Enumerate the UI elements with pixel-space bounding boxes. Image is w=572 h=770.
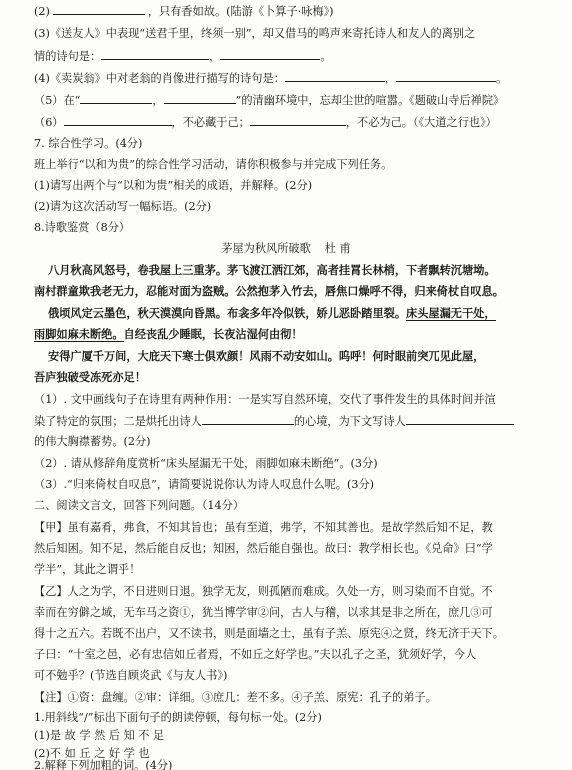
poem-heading <box>34 241 538 256</box>
q7-task-2: (2)请为这次活动写一幅标语。(2分) <box>34 200 212 213</box>
q3-sep: ， <box>209 50 221 63</box>
q5-sep: ， <box>152 94 164 107</box>
q5-line <box>34 92 538 108</box>
q4-line <box>34 70 538 86</box>
poem-author: 杜 甫 <box>324 242 351 255</box>
question-1-sentence-1: (1)是 故 学 然 后 知 不 足 <box>34 729 165 742</box>
q5-text: （5）在“ <box>34 94 81 107</box>
q8-heading: 8.诗歌鉴赏（8分） <box>34 221 131 234</box>
poem-line-6: 吾庐独破受冻死亦足！ <box>34 370 146 384</box>
passage-jia: 【甲】虽有嘉肴，弗食，不知其旨也；虽有至道，弗学，不知其善也。是故学然后知不足，教 <box>34 521 493 534</box>
answer-blank[interactable] <box>101 48 209 60</box>
poem-line-3 <box>48 306 538 321</box>
passage-yi: 【乙】人之为学，不日进则日退。独学无友，则孤陋而难成。久处一方，则习染而不自觉。不 <box>34 585 493 598</box>
q4-text: (4)《卖炭翁》中对老翁的肖像进行描写的诗句是： <box>34 72 285 85</box>
passage-yi: 子曰：“十室之邑，必有忠信如丘者焉，不如丘之好学也。”夫以孔子之圣，犹须好学，今人 <box>34 648 477 661</box>
passage-yi: 可不勉乎？(节选自顾炎武《与友人书》) <box>34 669 228 682</box>
answer-blank[interactable] <box>164 92 236 104</box>
poem-underlined-text: 床头屋漏无干处， <box>406 306 496 320</box>
q4-end: 。 <box>496 72 508 85</box>
q6-line <box>34 114 538 130</box>
poem-q2: （2）. 请从修辞角度赏析“床头屋漏无干处，雨脚如麻未断绝”。(3分) <box>34 457 378 470</box>
q3-answer-line <box>34 48 538 64</box>
poem-text: 俄顷风定云墨色，秋天漠漠向昏黑。布衾多年冷似铁，娇儿恶卧踏里裂。 <box>48 306 407 320</box>
q7-intro: 班上举行“以和为贵”的综合性学习活动，请你积极参与并完成下列任务。 <box>34 158 393 171</box>
answer-blank[interactable] <box>80 92 152 104</box>
question-2: 2.解释下列加粗的词。(4分) <box>34 759 173 770</box>
answer-blank[interactable] <box>53 3 145 15</box>
q2-line <box>34 3 538 19</box>
q7-heading: 7. 综合性学习。(4分) <box>34 137 143 150</box>
q3-end: 。 <box>320 50 332 63</box>
poem-underlined-text: 雨脚如麻未断绝。 <box>34 327 124 341</box>
passage-jia: 学半”，其此之谓乎！ <box>34 563 141 576</box>
answer-blank[interactable] <box>202 413 294 425</box>
poem-q1-text: 染了特定的氛围；二是烘托出诗人 <box>34 415 202 428</box>
poem-line-4 <box>34 327 538 342</box>
footnote: 【注】①资：盘缠。②审：详细。③庶几：差不多。④子羔、原宪：孔子的弟子。 <box>34 691 437 704</box>
passage-yi: 幸而在穷僻之域，无车马之资①，犹当博学审②问，古人与稽，以求其是非之所在，庶几③可 <box>34 606 493 619</box>
q2-text: ，只有香如故。(陆游《卜算子·咏梅》) <box>147 5 334 18</box>
q6-text-2: ，不必藏于己； <box>171 116 250 129</box>
q7-task-1: (1)请写出两个与“以和为贵”相关的成语，并解释。(2分) <box>34 179 313 192</box>
poem-text: 自经丧乱少睡眠，长夜沾湿何由彻！ <box>123 327 303 341</box>
answer-blank[interactable] <box>285 70 385 82</box>
poem-line-2: 南村群童欺我老无力，忍能对面为盗贼。公然抱茅入竹去，唇焦口燥呼不得，归来倚杖自叹息。 <box>34 284 504 298</box>
question-1-sentence-2: (2)不 如 丘 之 好 学 也 <box>34 747 150 760</box>
q4-sep: ， <box>384 72 396 85</box>
poem-q3: （3）.“归来倚杖自叹息”，请简要说说你认为诗人叹息什么呢。(3分) <box>34 478 375 491</box>
section-heading: 二、阅读文言文，回答下列问题。（14分） <box>34 499 245 512</box>
poem-line-5: 安得广厦千万间，大庇天下寒士俱欢颜！风雨不动安如山。呜呼！何时眼前突兀见此屋， <box>48 349 485 363</box>
passage-jia: 然后知困。知不足，然后能自反也；知困，然后能自强也。故曰：教学相长也。《兑命》曰“学 <box>34 542 493 555</box>
poem-line-1: 八月秋高风怒号，卷我屋上三重茅。茅飞渡江洒江郊，高者挂罥长林梢，下者飘转沉塘坳。 <box>48 263 496 277</box>
poem-title: 茅屋为秋风所破歌 <box>221 242 311 255</box>
passage-yi: 得十之五六。若既不出户，又不读书，则是面墙之士，虽有子羔、原宪④之贤，终无济于天下。 <box>34 627 504 640</box>
poem-q1-line-2 <box>34 413 538 429</box>
poem-q1-line-3: 的伟大胸襟蓄势。(2分) <box>34 435 151 448</box>
answer-blank[interactable] <box>396 70 496 82</box>
answer-blank[interactable] <box>406 413 514 425</box>
answer-blank[interactable] <box>64 114 172 126</box>
poem-q1: （1）. 文中画线句子在诗里有两种作用：一是实写自然环境，交代了事件发生的具体时间并渲 <box>34 393 496 406</box>
q2-label: (2) <box>34 5 50 18</box>
answer-blank[interactable] <box>250 114 346 126</box>
question-1: 1.用斜线“/”标出下面句子的朗读停顿，每句标一处。(2分) <box>34 711 322 724</box>
q6-text-3: ，不必为己。（《大道之行也》） <box>345 116 497 129</box>
answer-blank[interactable] <box>220 48 320 60</box>
poem-q1-text-2: 的心境，为下文写诗人 <box>293 415 406 428</box>
q6-text: （6） <box>34 116 64 129</box>
q5-text-2: ”的清幽环境中，忘却尘世的喧嚣。《题破山寺后禅院》 <box>235 94 505 107</box>
q3-question: (3)《送友人》中表现“送君千里，终须一别”，却又借马的鸣声来寄托诗人和友人的离别之 <box>34 27 476 40</box>
q3-text: 情的诗句是： <box>34 50 102 63</box>
